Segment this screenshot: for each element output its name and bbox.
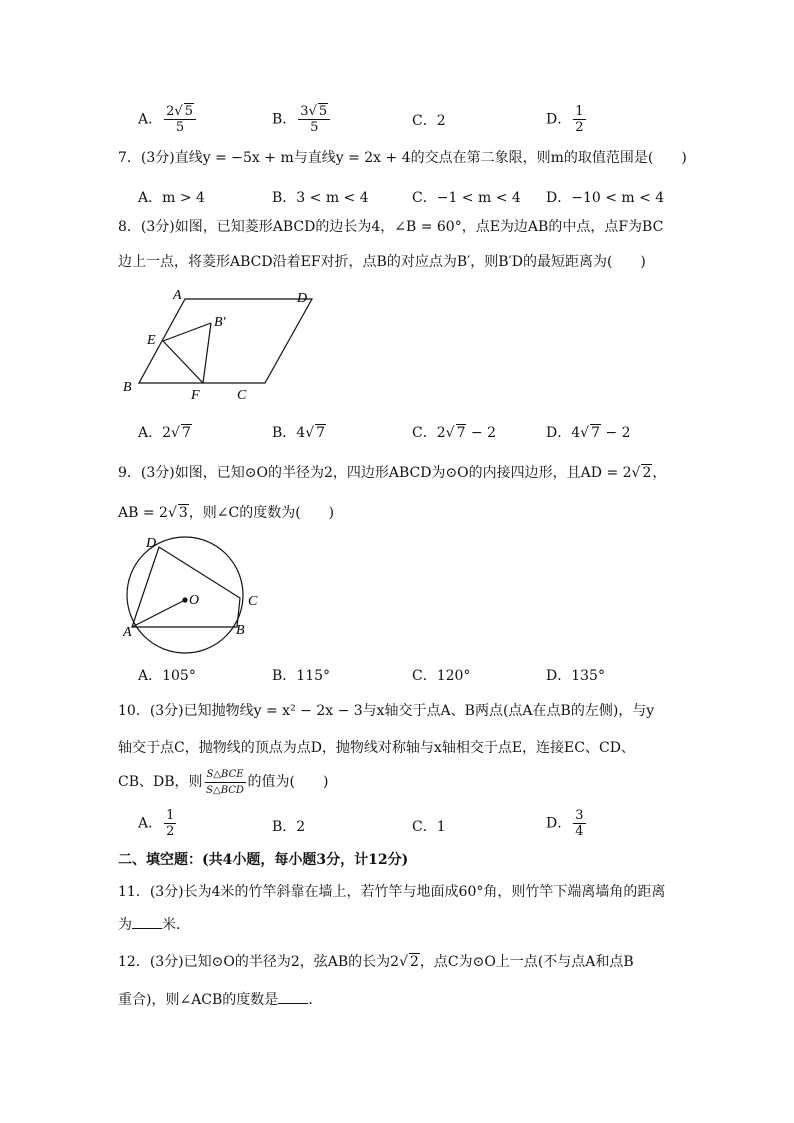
label-c: C (237, 388, 247, 403)
segment-fb-prime (203, 323, 211, 383)
q10-stem-line1: 10．(3分)已知抛物线y = x² − 2x − 3与x轴交于点A、B两点(点A在点B的左侧)，与y (118, 703, 655, 719)
label-a: A (123, 625, 132, 640)
q6-option-c: C．2 (412, 113, 446, 129)
q9-option-b: B．115° (272, 668, 331, 684)
q7-option-a: A．m > 4 (138, 190, 205, 206)
center-point-o (182, 597, 187, 602)
section-2-heading: 二、填空题：(共4小题，每小题3分，计12分) (118, 852, 409, 868)
label-o: O (189, 593, 200, 608)
q7-stem: 7．(3分)直线y = −5x + m与直线y = 2x + 4的交点在第二象限，则m的取值范围是( ) (118, 150, 687, 166)
q6-option-d: D． $\frac{1}{2}$ (546, 104, 584, 135)
q9-stem-line1: 9．(3分)如图，已知⊙O的半径为2，四边形ABCD为⊙O的内接四边形，且AD = 2√ 2， (118, 465, 667, 481)
label-e: E (147, 333, 156, 348)
q7-option-c: C．−1 < m < 4 (412, 190, 521, 206)
q8-option-c: C．2√ 7 − 2 (412, 425, 497, 441)
q10-option-a: A． $\frac{1}{2}$ (138, 808, 175, 839)
label-d: D (297, 291, 308, 306)
q8-stem-line1: 8．(3分)如图，已知菱形ABCD的边长为4，∠B = 60°，点E为边AB的中点，点F为BC (118, 219, 664, 235)
q11-stem-line2: 为 米． (118, 917, 190, 933)
circle-figure (115, 530, 275, 655)
q8-option-b: B．4√ 7 (272, 425, 326, 441)
q11-stem-line1: 11．(3分)长为4米的竹竿斜靠在墙上，若竹竿与地面成60°角，则竹竿下端离墙角的距离 (118, 884, 666, 900)
q9-option-d: D．135° (546, 668, 605, 684)
q10-stem-line3: CB、DB，则 $\frac{\text{S△BCE}}{\text{S△BCD}}$ 的值为( ) (118, 768, 329, 796)
q9-option-a: A．105° (138, 668, 196, 684)
label-b: B (236, 623, 245, 638)
q11-answer-blank[interactable] (132, 916, 162, 929)
q9-stem-line2: AB = 2√ 3，则∠C的度数为( ) (118, 505, 335, 521)
q12-stem-line1: 12．(3分)已知⊙O的半径为2，弦AB的长为2√ 2，点C为⊙O上一点(不与点A和点B (118, 954, 634, 970)
q7-option-d: D．−10 < m < 4 (546, 190, 665, 206)
label-c: C (248, 594, 258, 609)
label-a: A (173, 288, 182, 303)
label-d: D (146, 536, 157, 551)
q9-option-c: C．120° (412, 668, 471, 684)
q10-option-b: B．2 (272, 819, 306, 835)
label-b: B (123, 380, 132, 395)
q8-stem-line2: 边上一点，将菱形ABCD沿着EF对折，点B的对应点为B′，则B′D的最短距离为( ) (118, 254, 646, 270)
q12-stem-line2: 重合)，则∠ACB的度数是 ． (118, 992, 323, 1008)
q8-option-a: A．2√ 7 (138, 425, 191, 441)
rhombus-abcd (139, 299, 312, 383)
q6-option-b: B． $\frac{3√ 5}{5}$ (272, 104, 332, 135)
q6-option-a: A． $\frac{2√ 5}{5}$ (138, 104, 198, 135)
q10-option-c: C．1 (412, 819, 446, 835)
label-f: F (191, 388, 200, 403)
quadrilateral-abcd (132, 547, 240, 627)
segment-ef (163, 341, 203, 383)
q10-option-d: D． $\frac{3}{4}$ (546, 808, 584, 839)
rhombus-figure (115, 285, 325, 405)
label-b-prime: B′ (214, 315, 226, 330)
circle-o (127, 537, 243, 653)
q7-option-b: B．3 < m < 4 (272, 190, 369, 206)
q12-answer-blank[interactable] (278, 991, 308, 1004)
q10-stem-line2: 轴交于点C，抛物线的顶点为点D，抛物线对称轴与x轴相交于点E，连接EC、CD、 (118, 740, 635, 756)
q8-option-d: D．4√ 7 − 2 (546, 425, 631, 441)
